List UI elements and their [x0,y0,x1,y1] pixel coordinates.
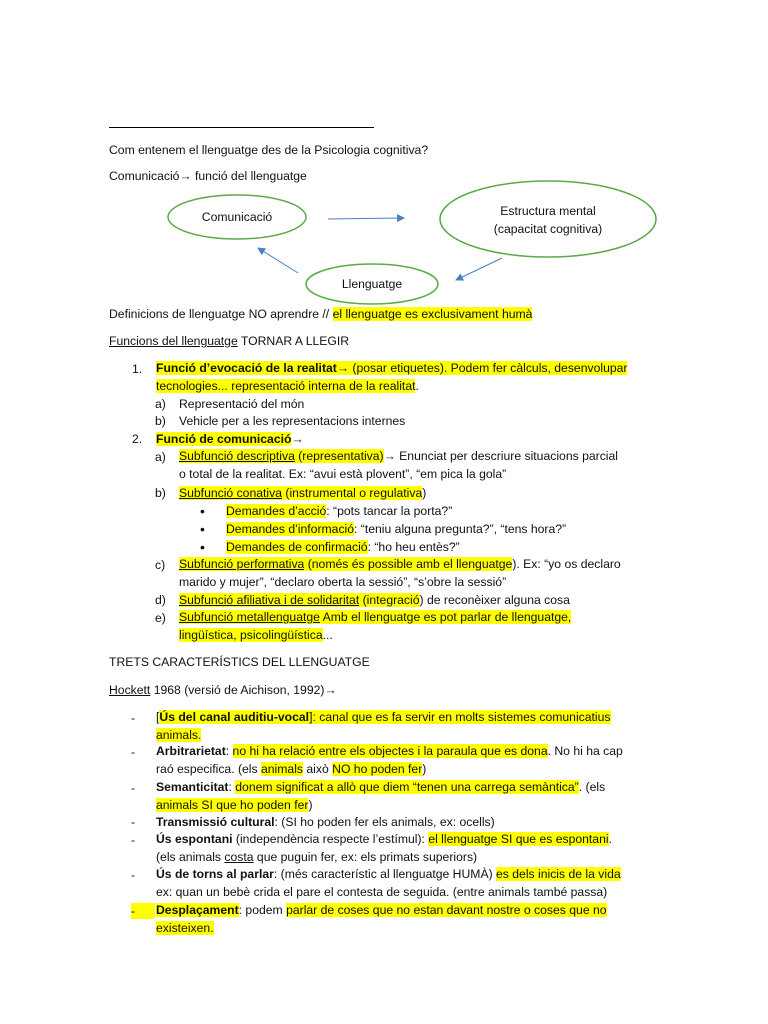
structure-node-label-2: (capacitat cognitiva) [493,222,603,236]
item2c-text: Subfunció performativa (només és possible amb el llenguatge). Ex: “yo os declaro marido y mujer”, “declaro oberta la sessió”, “s’obre la sessió” [179,557,621,589]
item2b-text: Subfunció conativa (instrumental o regulativa) [179,486,427,500]
item1-text: Funció d’evocació de la realitat→ (posar etiquetes). Podem fer càlculs, desenvolupar tecnologies... representació interna de la realitat. [156,361,628,393]
communication-node-label: Comunicació [201,210,273,224]
item2a-letter: a) [155,450,166,464]
item2d-text: Subfunció afiliativa i de solidaritat (integració) de reconèixer alguna cosa [179,593,570,607]
trait4-dash: - [131,815,136,829]
trait7-text: Desplaçament: podem parlar de coses que no estan davant nostre o coses que no existeixen. [156,903,607,935]
trait1-dash: - [131,711,136,725]
trait6-text: Ús de torns al parlar: (més característic al llenguatge HUMÀ) es dels inicis de la vida ex: quan un bebè crida el pare el contesta de seguida. (entre animals també passa) [156,867,621,899]
item1b-text: Vehicle per a les representacions internes [179,414,406,428]
trait7-dash: - [131,903,155,919]
definitions-line: Definicions de llenguatge NO aprendre // el llenguatge es exclusivament humà [109,307,533,321]
arrow-structure-to-language [456,258,502,280]
concept-diagram [0,0,768,320]
bullet-1-text: Demandes d’acció: “pots tancar la porta?” [226,504,453,518]
question-line: Com entenem el llenguatge des de la Psicologia cognitiva? [109,143,429,157]
item2c-letter: c) [155,558,166,572]
bullet-2-text: Demandes d’informació: “teniu alguna pregunta?”, “tens hora?” [226,522,567,536]
bullet-1: • [200,503,205,519]
trait1-text: [Ús del canal auditiu-vocal]: canal que es fa servir en molts sistemes comunicatius animals. [156,710,611,742]
language-node-label: Llenguatge [341,277,403,291]
item1b-letter: b) [155,414,166,428]
item2a-text: Subfunció descriptiva (representativa)→ Enunciat per descriure situacions parcial o total de la realitat. Ex: “avui està plovent”, “em pica la gola” [179,449,618,481]
arrow-communication-to-structure [328,218,404,219]
item2-number: 2. [132,432,143,446]
item2e-letter: e) [155,611,166,625]
arrow-language-to-communication [258,248,298,273]
item1a-text: Representació del món [179,397,305,411]
item2d-letter: d) [155,593,166,607]
trait4-text: Transmissió cultural: (SI ho poden fer els animals, ex: ocells) [156,815,495,829]
structure-node-label-1: Estructura mental [500,204,596,218]
trait6-dash: - [131,868,136,882]
functions-title: Funcions del llenguatge TORNAR A LLEGIR [109,334,350,348]
bullet-3-text: Demandes de confirmació: “ho heu entès?” [226,540,460,554]
trait2-dash: - [131,745,136,759]
trait3-dash: - [131,781,136,795]
item2b-letter: b) [155,486,166,500]
trait5-text: Ús espontani (independència respecte l’estímul): el llenguatge SI que es espontani. (els animals costa que puguin fer, ex: els primats superiors) [156,832,612,864]
trait5-dash: - [131,833,136,847]
item2-text: Funció de comunicació→ [156,432,304,446]
traits-title: TRETS CARACTERÍSTICS DEL LLENGUATGE [109,655,370,669]
item2e-text: Subfunció metallenguatge Amb el llenguatge es pot parlar de llenguatge, lingüística, psicolingüística... [179,610,572,642]
trait2-text: Arbitrarietat: no hi ha relació entre els objectes i la paraula que es dona. No hi ha cap raó especifica. (els animals això NO ho poden fer) [156,744,623,776]
item1-number: 1. [132,362,143,376]
hockett-line: Hockett 1968 (versió de Aichison, 1992)→ [109,683,337,697]
bullet-3: • [200,539,205,555]
item1a-letter: a) [155,397,166,411]
trait3-text: Semanticitat: donem significat a allò que diem “tenen una carrega semàntica”. (els animals SI que ho poden fer) [156,780,606,812]
communication-function-line: Comunicació→ funció del llenguatge [109,169,307,183]
bullet-2: • [200,521,205,537]
